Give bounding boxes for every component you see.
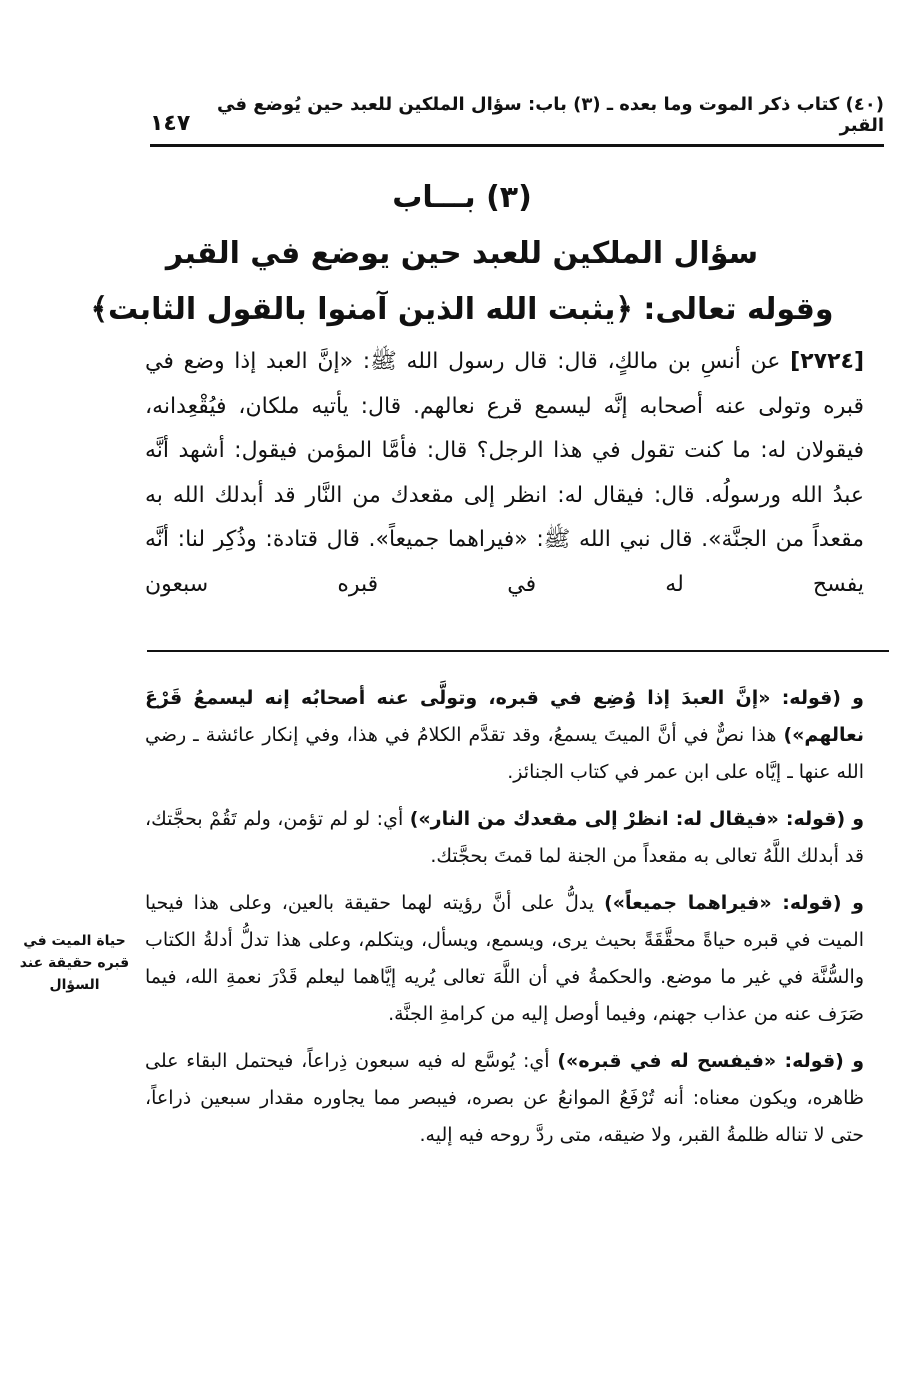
commentary-lead: و (قوله: «فيفسح له في قبره») [557,1050,865,1072]
hadith-paragraph [145,340,864,607]
chapter-heading [60,170,864,338]
commentary-text: أي: يُوسَّع له فيه سبعون ذِراعاً، فيحتمل البقاء على ظاهره، ويكون معناه: أنه تُرْفَعُ الموانعُ عن بصره، فيبصر مما يجاوره مقدار سبعين ذراعاً، حتى لا تناله ظلمةُ القبر، ولا ضيقه، متى ردَّ روحه فيه إليه. [145,1050,864,1146]
commentary-text: هذا نصٌّ في أنَّ الميتَ يسمعُ، وقد تقدَّم الكلامُ في هذا، وفي إنكار عائشة ـ رضي الله عنها ـ إيَّاه على ابن عمر في كتاب الجنائز. [145,724,864,783]
hadith-body: عن أنسِ بن مالكٍ، قال: قال رسول الله ﷺ: «إنَّ العبد إذا وضع في قبره وتولى عنه أصحابه إنَّه ليسمع قرع نعالهم. قال: يأتيه ملكان، فيُقْعِدانه، فيقولان له: ما كنت تقول في هذا الرجل؟ قال: فأمَّا المؤمن فيقول: أشهد أنَّه عبدُ الله ورسولُه. قال: فيقال له: انظر إلى مقعدك من النَّار قد أبدلك الله به مقعداً من الجنَّة». قال نبي الله ﷺ: «فيراهما جميعاً». قال قتادة: وذُكِر لنا: أنَّه يفسح له في قبره سبعون [145,349,864,597]
commentary-text: يدلُّ على أنَّ رؤيته لهما حقيقة بالعين، وعلى هذا فيحيا الميت في قبره حياةً محقَّقَةً بحيث يرى، ويسمع، ويسأل، ويتكلم، وعلى هذا تدلُّ أدلةُ الكتاب والسُّنَّة في غير ما موضع. والحكمةُ في أن اللَّهَ تعالى يُريه إيَّاهما ليعلم قَدْرَ نعمةِ الله، فيما صَرَف عنه من عذاب جهنم، وفيما أوصل إليه من كرامةِ الجنَّة. [145,892,864,1025]
page-number: ١٤٧ [150,111,191,136]
commentary-lead: و (قوله: «فيراهما جميعاً») [604,892,864,914]
chapter-label: (٣) بـــاب [392,180,532,215]
footnote-separator [147,650,889,652]
commentary-lead: و (قوله: «فيقال له: انظرْ إلى مقعدك من النار») [409,808,865,830]
chapter-title: سؤال الملكين للعبد حين يوضع في القبر [165,236,759,271]
commentary-paragraph [145,1043,864,1154]
running-header [150,96,884,147]
margin-note: حياة الميت في قبره حقيقة عند السؤال [19,933,130,993]
commentary-paragraph [145,680,864,791]
running-title: (٤٠) كتاب ذكر الموت وما بعده ـ (٣) باب: سؤال الملكين للعبد حين يُوضع في القبر [217,94,884,136]
commentary-paragraph [145,885,864,1033]
commentary-text: أي: لو لم تؤمن، ولم تَقُمْ بحجَّتك، قد أبدلك اللَّهُ تعالى به مقعداً من الجنة لما قمتَ بحجَّتك. [145,808,864,867]
commentary [145,680,864,1164]
commentary-paragraph [145,801,864,875]
hadith-text [145,340,864,607]
hadith-number: [٢٧٢٤] [790,349,864,374]
commentary-lead: و (قوله: «إنَّ العبدَ إذا وُضِع في قبره، وتولَّى عنه أصحابُه إنه ليسمعُ قَرْعَ نعالهم») [145,687,864,746]
verse-line: وقوله تعالى: ﴿يثبت الله الذين آمنوا بالقول الثابت﴾ [90,292,834,327]
